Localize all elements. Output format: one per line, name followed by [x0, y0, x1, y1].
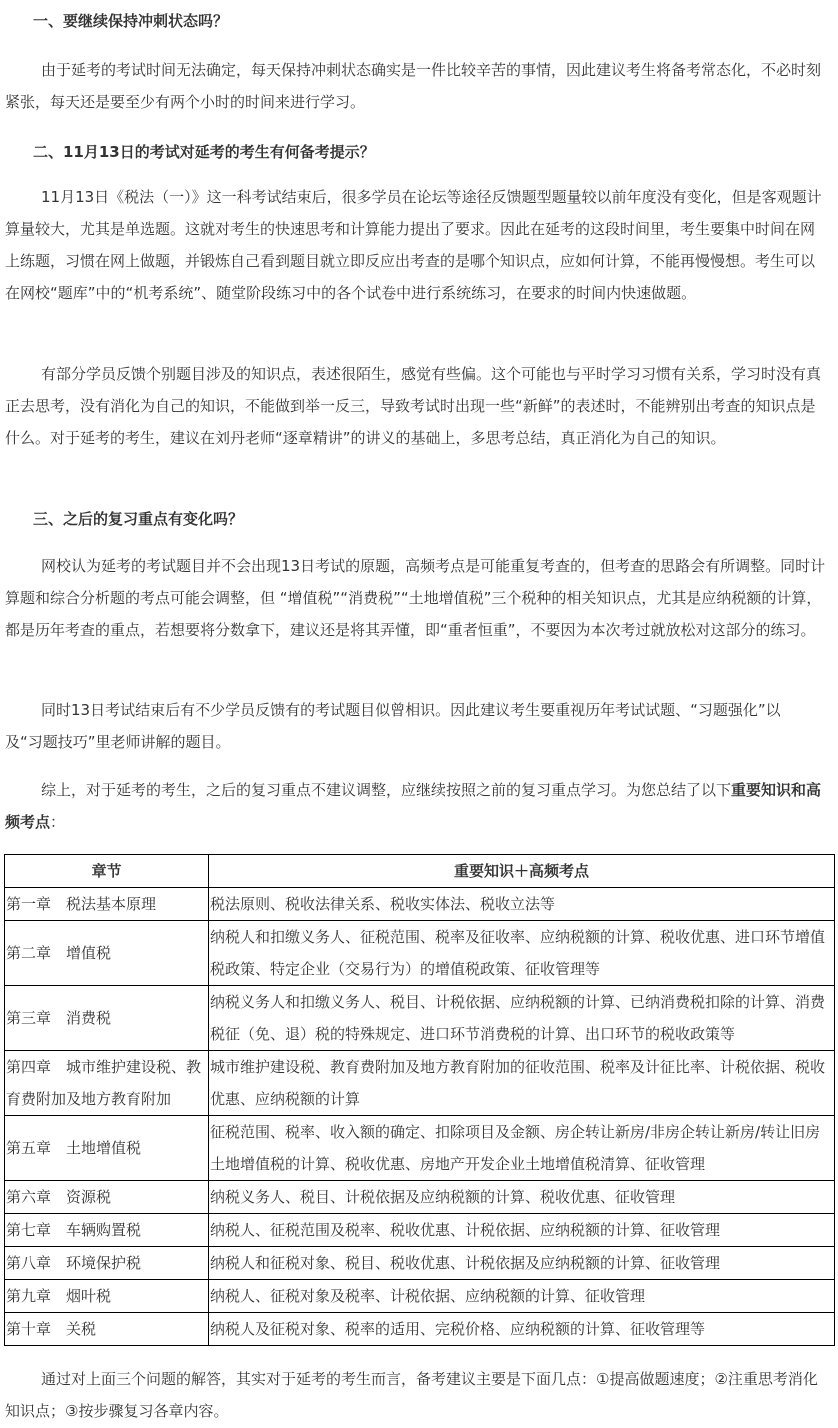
chapter-cell: 第三章 消费税 — [5, 986, 209, 1051]
table-row — [5, 921, 835, 986]
chapter-cell: 第四章 城市维护建设税、教育费附加及地方教育附加 — [5, 1051, 209, 1116]
chapter-cell: 第七章 车辆购置税 — [5, 1214, 209, 1247]
chapter-cell: 第二章 增值税 — [5, 921, 209, 986]
chapter-cell: 第五章 土地增值税 — [5, 1116, 209, 1181]
table-row — [5, 1313, 835, 1346]
points-cell: 纳税人和征税对象、税目、税收优惠、计税依据及应纳税额的计算、征收管理 — [209, 1247, 835, 1280]
section-heading-3: 三、之后的复习重点有变化吗？ — [33, 510, 244, 528]
section-2-paragraph-1: 11月13日《税法（一）》这一科考试结束后，很多学员在论坛等途径反馈题型题量较以前年度没有变化，但是客观题计算量较大，尤其是单选题。这就对考生的快速思考和计算能力提出了要求。因此在延考的这段时间里，考生要集中时间在网上练题，习惯在网上做题，并锻炼自己看到题目就立即反应出考查的是哪个知识点，应如何计算，不能再慢慢想。考生可以在网校“题库”中的“机考系统”、随堂阶段练习中的各个试卷中进行系统练习，在要求的时间内快速做题。 — [5, 188, 822, 302]
conclusion-paragraph: 通过对上面三个问题的解答，其实对于延考的考生而言，备考建议主要是下面几点：①提高做题速度；②注重思考消化知识点；③按步骤复习各章内容。 — [5, 1370, 818, 1420]
points-cell: 纳税人、征税对象及税率、计税依据、应纳税额的计算、征收管理 — [209, 1280, 835, 1313]
section-heading-2: 二、11月13日的考试对延考的考生有何备考提示？ — [33, 143, 375, 161]
section-2-paragraph-2: 有部分学员反馈个别题目涉及的知识点，表述很陌生，感觉有些偏。这个可能也与平时学习习惯有关系，学习时没有真正去思考，没有消化为自己的知识，不能做到举一反三，导致考试时出现一些“新鲜”的表述时，不能辨别出考查的知识点是什么。对于延考的考生，建议在刘丹老师“逐章精讲”的讲义的基础上，多思考总结，真正消化为自己的知识。 — [5, 365, 822, 447]
points-cell: 税法原则、税收法律关系、税收实体法、税收立法等 — [209, 888, 835, 921]
points-cell: 纳税人和扣缴义务人、征税范围、税率及征收率、应纳税额的计算、税收优惠、进口环节增值税政策、特定企业（交易行为）的增值税政策、征收管理等 — [209, 921, 835, 986]
table-row — [5, 1116, 835, 1181]
chapter-cell: 第九章 烟叶税 — [5, 1280, 209, 1313]
table-row — [5, 1051, 835, 1116]
section-1-paragraph-1: 由于延考的考试时间无法确定，每天保持冲刺状态确实是一件比较辛苦的事情，因此建议考生将备考常态化，不必时刻紧张，每天还是要至少有两个小时的时间来进行学习。 — [5, 61, 822, 111]
chapter-cell: 第六章 资源税 — [5, 1181, 209, 1214]
section-3-paragraph-2: 同时13日考试结束后有不少学员反馈有的考试题目似曾相识。因此建议考生要重视历年考试试题、“习题强化”以及“习题技巧”里老师讲解的题目。 — [5, 701, 781, 751]
summary-tail: ： — [50, 813, 66, 831]
points-cell: 纳税人、征税范围及税率、税收优惠、计税依据、应纳税额的计算、征收管理 — [209, 1214, 835, 1247]
table-row — [5, 1214, 835, 1247]
section-3-paragraph-1: 网校认为延考的考试题目并不会出现13日考试的原题，高频考点是可能重复考查的，但考查的思路会有所调整。同时计算题和综合分析题的考点可能会调整，但 “增值税”“消费税”“土地增值税”三个税种的相关知识点，尤其是应纳税额的计算，都是历年考查的重点，若想要将分数拿下，建议还是将其弄懂，即“重者恒重”，不要因为本次考过就放松对这部分的练习。 — [5, 557, 826, 639]
summary-emphasis: 重要知识和高频考点 — [5, 781, 822, 831]
table-header-row — [5, 855, 835, 888]
knowledge-points-table — [4, 854, 835, 1346]
points-cell: 城市维护建设税、教育费附加及地方教育附加的征收范围、税率及计征比率、计税依据、税收优惠、应纳税额的计算 — [209, 1051, 835, 1116]
points-cell: 纳税义务人、税目、计税依据及应纳税额的计算、税收优惠、征收管理 — [209, 1181, 835, 1214]
summary-paragraph — [5, 774, 827, 838]
points-cell: 征税范围、税率、收入额的确定、扣除项目及金额、房企转让新房/非房企转让新房/转让旧房土地增值税的计算、税收优惠、房地产开发企业土地增值税清算、征收管理 — [209, 1116, 835, 1181]
points-cell: 纳税义务人和扣缴义务人、税目、计税依据、应纳税额的计算、已纳消费税扣除的计算、消费税征（免、退）税的特殊规定、进口环节消费税的计算、出口环节的税收政策等 — [209, 986, 835, 1051]
chapter-cell: 第一章 税法基本原理 — [5, 888, 209, 921]
table-row — [5, 888, 835, 921]
table-row — [5, 1247, 835, 1280]
header-chapter: 章节 — [5, 855, 209, 888]
table-row — [5, 1181, 835, 1214]
chapter-cell: 第十章 关税 — [5, 1313, 209, 1346]
summary-text: 综上，对于延考的考生，之后的复习重点不建议调整，应继续按照之前的复习重点学习。为您总结了以下 — [41, 781, 732, 799]
header-points: 重要知识＋高频考点 — [209, 855, 835, 888]
points-cell: 纳税人及征税对象、税率的适用、完税价格、应纳税额的计算、征收管理等 — [209, 1313, 835, 1346]
table-row — [5, 986, 835, 1051]
table-row — [5, 1280, 835, 1313]
chapter-cell: 第八章 环境保护税 — [5, 1247, 209, 1280]
section-heading-1: 一、要继续保持冲刺状态吗？ — [33, 12, 229, 30]
